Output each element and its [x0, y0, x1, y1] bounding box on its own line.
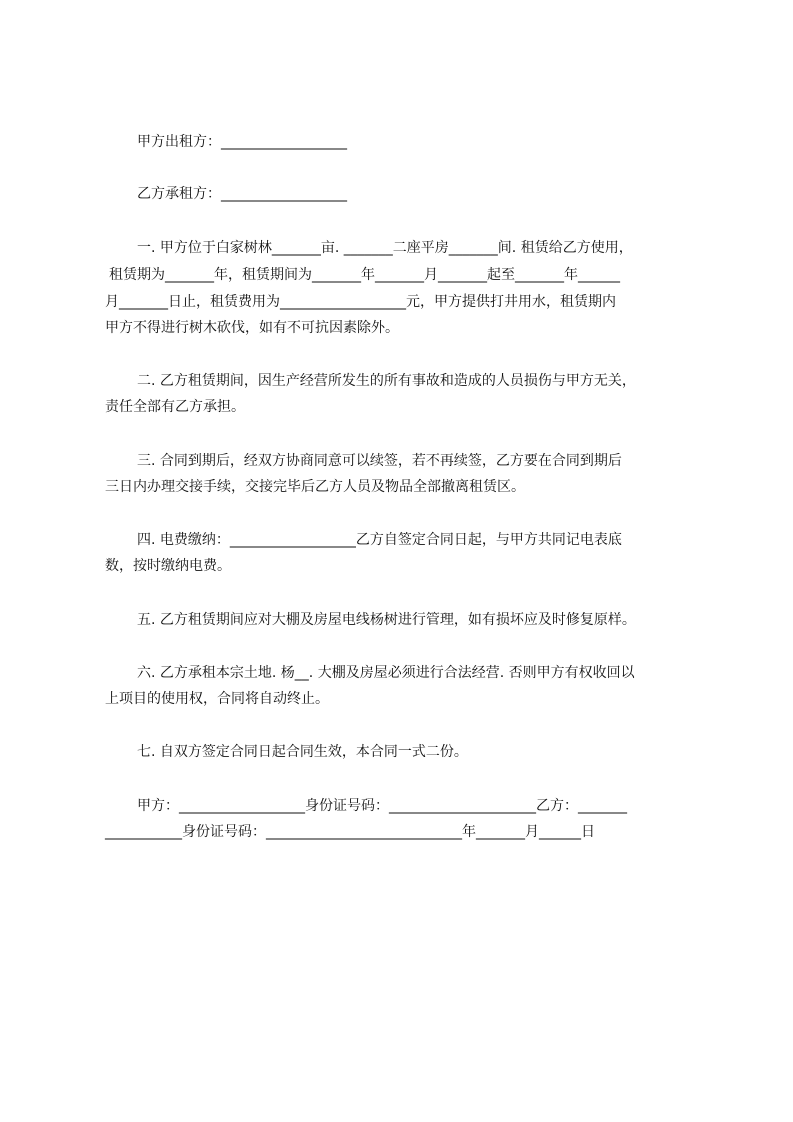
clause4-line1: 四. 电费缴纳：__________________乙方自签定合同日起，与甲方共同记电表底: [137, 532, 622, 548]
lessor-line: 甲方出租方：__________________: [137, 134, 347, 150]
clause3-line1: 三. 合同到期后，经双方协商同意可以续签，若不再续签，乙方要在合同到期后: [137, 453, 622, 469]
clause2-line2: 责任全部有乙方承担。: [105, 399, 245, 415]
signature-line2: ___________身份证号码：____________________________年_______月______日: [105, 824, 595, 840]
clause7-line1: 七. 自双方签定合同日起合同生效，本合同一式二份。: [137, 744, 468, 760]
signature-line1: 甲方：__________________身份证号码：_____________________乙方：_______: [137, 798, 627, 814]
lessee-line: 乙方承租方：__________________: [137, 186, 347, 202]
clause6-line1: 六. 乙方承租本宗土地. 杨__. 大棚及房屋必须进行合法经营. 否则甲方有权收回以: [137, 665, 635, 681]
clause1-line3: 月_______日止，租赁费用为__________________元，甲方提供打井用水，租赁期内: [105, 294, 616, 310]
clause3-line2: 三日内办理交接手续，交接完毕后乙方人员及物品全部撤离租赁区。: [105, 479, 525, 495]
clause2-line1: 二. 乙方租赁期间，因生产经营所发生的所有事故和造成的人员损伤与甲方无关，: [137, 373, 636, 389]
clause5-line1: 五. 乙方租赁期间应对大棚及房屋电线杨树进行管理，如有损坏应及时修复原样。: [137, 612, 636, 628]
clause4-line2: 数，按时缴纳电费。: [105, 558, 231, 574]
clause6-line2: 上项目的使用权，合同将自动终止。: [105, 691, 329, 707]
clause1-line4: 甲方不得进行树木砍伐，如有不可抗因素除外。: [105, 320, 399, 336]
clause1-line2: 租赁期为_______年，租赁期间为_______年_______月_______起至_______年______: [109, 267, 620, 283]
clause1-line1: 一. 甲方位于白家树林_______亩. _______二座平房_______间. 租赁给乙方使用，: [137, 240, 633, 256]
